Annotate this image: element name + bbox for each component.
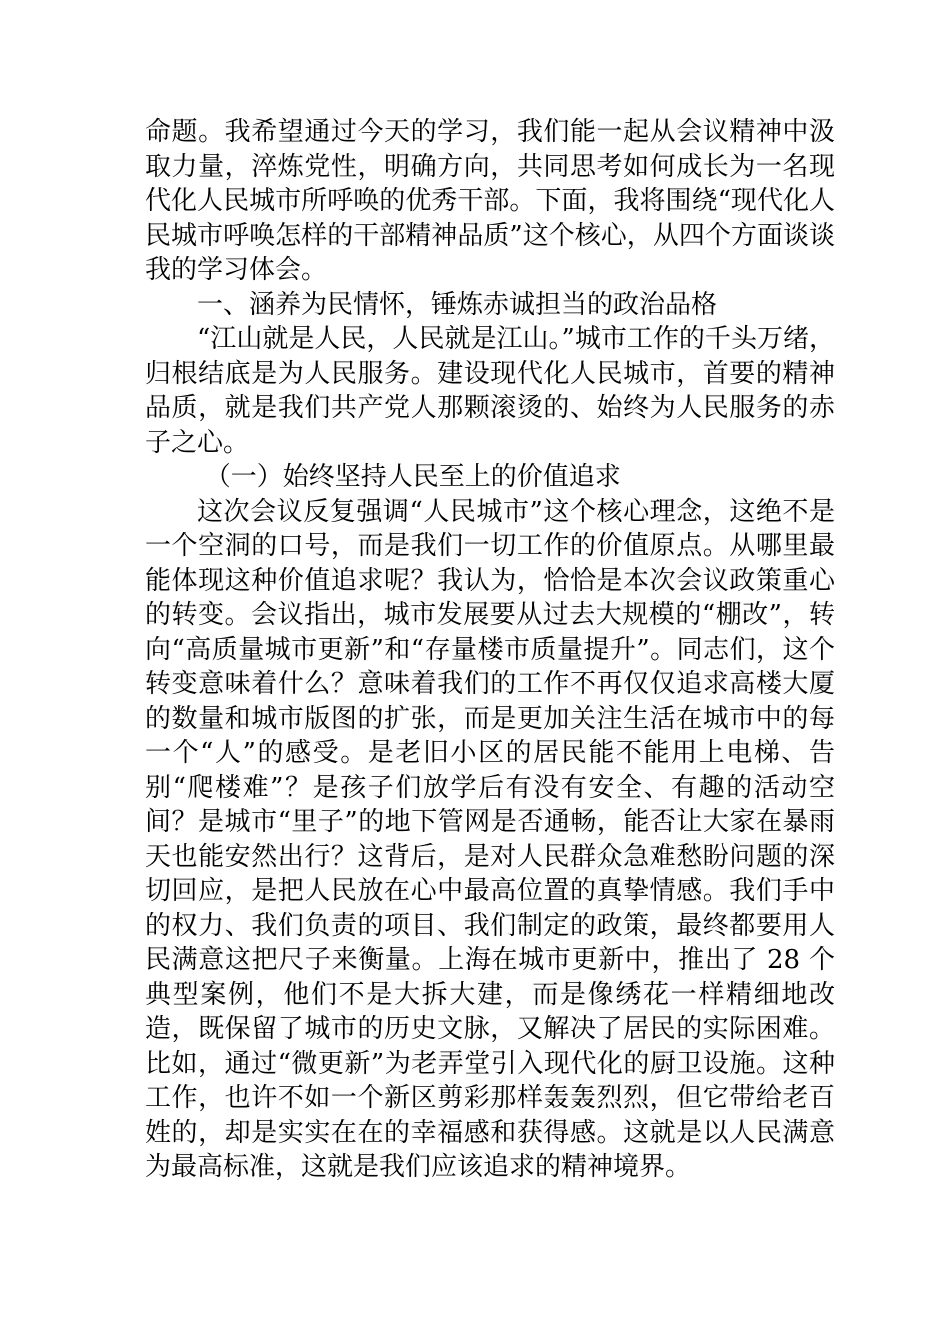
section-heading-1: 一、涵养为民情怀，锤炼赤诚担当的政治品格 xyxy=(197,289,718,320)
paragraph-section-1-intro: “江山就是人民，人民就是江山。”城市工作的千头万绪，归根结底是为人民服务。建设现代化人民城市，首要的精神品质，就是我们共产党人那颗滚烫的、始终为人民服务的赤子之心。 xyxy=(145,324,835,458)
document-page xyxy=(145,115,835,1185)
subsection-heading-1-1: （一）始终坚持人民至上的价值追求 xyxy=(204,462,621,492)
paragraph-intro-continued: 命题。我希望通过今天的学习，我们能一起从会议精神中汲取力量，淬炼党性，明确方向，共同思考如何成长为一名现代化人民城市所呼唤的优秀干部。下面，我将围绕“现代化人民城市呼唤怎样的干部精神品质”这个核心，从四个方面谈谈我的学习体会。 xyxy=(145,117,835,285)
paragraph-subsection-1-1-body: 这次会议反复强调“人民城市”这个核心理念，这绝不是一个空洞的口号，而是我们一切工作的价值原点。从哪里最能体现这种价值追求呢？我认为，恰恰是本次会议政策重心的转变。会议指出，城市发展要从过去大规模的“棚改”，转向“高质量城市更新”和“存量楼市质量提升”。同志们，这个转变意味着什么？意味着我们的工作不再仅仅追求高楼大厦的数量和城市版图的扩张，而是更加关注生活在城市中的每一个“人”的感受。是老旧小区的居民能不能用上电梯、告别“爬楼难”？是孩子们放学后有没有安全、有趣的活动空间？是城市“里子”的地下管网是否通畅，能否让大家在暴雨天也能安然出行？这背后，是对人民群众急难愁盼问题的深切回应，是把人民放在心中最高位置的真挚情感。我们手中的权力、我们负责的项目、我们制定的政策，最终都要用人民满意这把尺子来衡量。上海在城市更新中，推出了 28 个典型案例，他们不是大拆大建，而是像绣花一样精细地改造，既保留了城市的历史文脉，又解决了居民的实际困难。比如，通过“微更新”为老弄堂引入现代化的厨卫设施。这种工作，也许不如一个新区剪彩那样轰轰烈烈，但它带给老百姓的，却是实实在在的幸福感和获得感。这就是以人民满意为最高标准，这就是我们应该追求的精神境界。 xyxy=(145,496,835,1182)
